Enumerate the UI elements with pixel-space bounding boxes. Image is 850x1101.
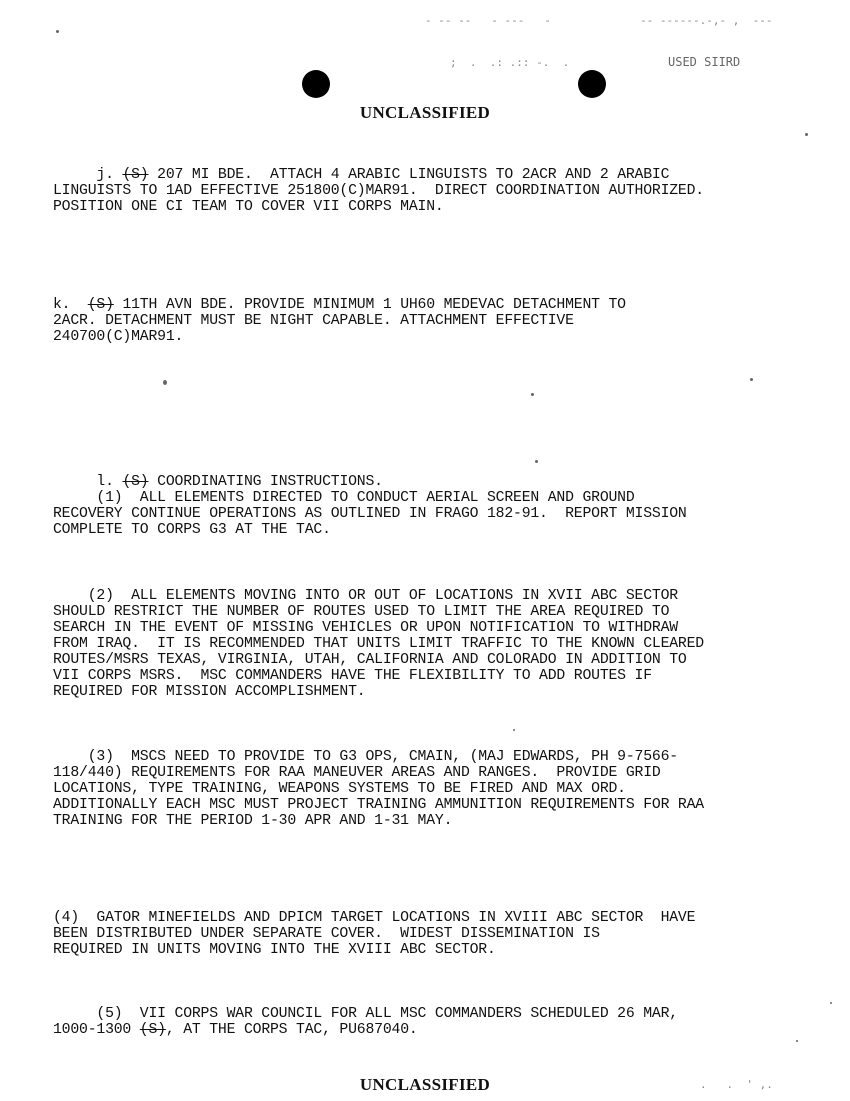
para-line: l. (S) COORDINATING INSTRUCTIONS. bbox=[96, 474, 383, 490]
punch-hole-left bbox=[302, 70, 330, 98]
classification-footer: UNCLASSIFIED bbox=[359, 1075, 491, 1094]
paragraph-l-3 bbox=[53, 749, 704, 829]
scan-speck bbox=[535, 460, 538, 463]
classification-mark-struck: (S) bbox=[122, 167, 149, 183]
scan-noise: . . ' ,. bbox=[700, 1078, 773, 1091]
para-line: VII CORPS MSRS. MSC COMMANDERS HAVE THE FLEXIBILITY TO ADD ROUTES IF bbox=[53, 668, 652, 684]
classification-mark-struck: (S) bbox=[122, 474, 149, 490]
para-line: RECOVERY CONTINUE OPERATIONS AS OUTLINED IN FRAGO 182-91. REPORT MISSION bbox=[53, 506, 687, 522]
paragraph-l-2 bbox=[53, 588, 704, 700]
para-line: SHOULD RESTRICT THE NUMBER OF ROUTES USED TO LIMIT THE AREA REQUIRED TO bbox=[53, 604, 670, 620]
para-line: 240700(C)MAR91. bbox=[53, 329, 184, 345]
paragraph-j bbox=[53, 167, 704, 215]
scan-speck bbox=[805, 133, 808, 136]
scan-speck bbox=[163, 380, 167, 385]
para-line: (4) GATOR MINEFIELDS AND DPICM TARGET LOCATIONS IN XVIII ABC SECTOR HAVE bbox=[53, 910, 696, 926]
top-right-stamp: USED SIIRD bbox=[668, 55, 741, 69]
para-line: REQUIRED IN UNITS MOVING INTO THE XVIII ABC SECTOR. bbox=[53, 942, 496, 958]
scan-speck bbox=[56, 30, 59, 33]
paragraph-l-4 bbox=[53, 910, 695, 958]
para-line: BEEN DISTRIBUTED UNDER SEPARATE COVER. WIDEST DISSEMINATION IS bbox=[53, 926, 600, 942]
para-line: 118/440) REQUIREMENTS FOR RAA MANEUVER AREAS AND RANGES. PROVIDE GRID bbox=[53, 765, 661, 781]
para-line: TRAINING FOR THE PERIOD 1-30 APR AND 1-31 MAY. bbox=[53, 813, 453, 829]
scan-speck bbox=[830, 1002, 832, 1004]
scan-noise: -- ------.-,- , --- bbox=[640, 14, 773, 27]
para-line: ROUTES/MSRS TEXAS, VIRGINIA, UTAH, CALIFORNIA AND COLORADO IN ADDITION TO bbox=[53, 652, 687, 668]
paragraph-l-5 bbox=[53, 1006, 678, 1038]
para-line: ADDITIONALLY EACH MSC MUST PROJECT TRAINING AMMUNITION REQUIREMENTS FOR RAA bbox=[53, 797, 704, 813]
para-line: SEARCH IN THE EVENT OF MISSING VEHICLES OR UPON NOTIFICATION TO WITHDRAW bbox=[53, 620, 678, 636]
scan-speck bbox=[750, 378, 753, 381]
para-line: POSITION ONE CI TEAM TO COVER VII CORPS MAIN. bbox=[53, 199, 444, 215]
para-line: REQUIRED FOR MISSION ACCOMPLISHMENT. bbox=[53, 684, 366, 700]
para-line: (1) ALL ELEMENTS DIRECTED TO CONDUCT AERIAL SCREEN AND GROUND bbox=[53, 490, 635, 506]
paragraph-l bbox=[53, 474, 687, 538]
classification-mark-struck: (S) bbox=[87, 297, 114, 313]
para-line: (2) ALL ELEMENTS MOVING INTO OR OUT OF LOCATIONS IN XVII ABC SECTOR bbox=[53, 588, 678, 604]
para-line: LOCATIONS, TYPE TRAINING, WEAPONS SYSTEMS TO BE FIRED AND MAX ORD. bbox=[53, 781, 626, 797]
scan-speck bbox=[513, 729, 515, 731]
classification-mark-struck: (S) bbox=[139, 1022, 166, 1038]
para-line: j. (S) 207 MI BDE. ATTACH 4 ARABIC LINGUISTS TO 2ACR AND 2 ARABIC bbox=[96, 167, 670, 183]
scan-noise: - -- -- - --- - bbox=[425, 14, 551, 27]
scan-noise: ; . .: .:: -. . bbox=[450, 56, 570, 69]
para-line: (5) VII CORPS WAR COUNCIL FOR ALL MSC COMMANDERS SCHEDULED 26 MAR, bbox=[53, 1006, 678, 1022]
scan-speck bbox=[796, 1040, 798, 1042]
para-line: (3) MSCS NEED TO PROVIDE TO G3 OPS, CMAIN, (MAJ EDWARDS, PH 9-7566- bbox=[53, 749, 678, 765]
para-line: COMPLETE TO CORPS G3 AT THE TAC. bbox=[53, 522, 331, 538]
para-line: 2ACR. DETACHMENT MUST BE NIGHT CAPABLE. ATTACHMENT EFFECTIVE bbox=[53, 313, 574, 329]
paragraph-k bbox=[53, 297, 626, 345]
para-line: 1000-1300 (S), AT THE CORPS TAC, PU687040. bbox=[53, 1022, 418, 1038]
classification-header: UNCLASSIFIED bbox=[359, 103, 491, 122]
punch-hole-right bbox=[578, 70, 606, 98]
para-line: LINGUISTS TO 1AD EFFECTIVE 251800(C)MAR91. DIRECT COORDINATION AUTHORIZED. bbox=[53, 183, 704, 199]
scan-speck bbox=[531, 393, 534, 396]
para-line: FROM IRAQ. IT IS RECOMMENDED THAT UNITS LIMIT TRAFFIC TO THE KNOWN CLEARED bbox=[53, 636, 704, 652]
para-line: k. (S) 11TH AVN BDE. PROVIDE MINIMUM 1 UH60 MEDEVAC DETACHMENT TO bbox=[53, 297, 626, 313]
